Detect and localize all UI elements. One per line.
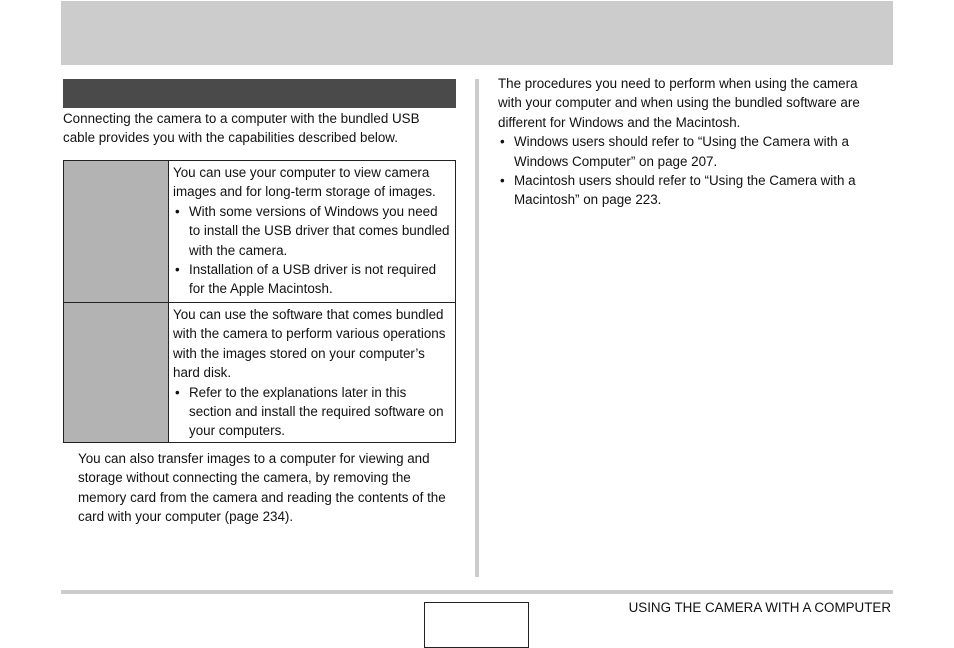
section-heading-bar	[63, 79, 456, 108]
list-item: • Installation of a USB driver is not required for the Apple Macintosh.	[173, 260, 451, 299]
row-label-cell	[64, 303, 169, 442]
row-bullet-list	[173, 383, 451, 441]
note-paragraph: You can also transfer images to a computer for viewing and storage without connecting the camera, by removing the memory card from the camera and reading the contents of the card with your computer (page 234).	[78, 451, 446, 525]
os-reference-list	[498, 132, 880, 210]
right-column	[498, 74, 880, 210]
footer-rule	[61, 590, 893, 594]
list-item: • With some versions of Windows you need to install the USB driver that comes bundled with the camera.	[173, 202, 451, 260]
row-label-cell	[64, 161, 169, 302]
procedures-paragraph: The procedures you need to perform when using the camera with your computer and when using the bundled software are different for Windows and the Macintosh.	[498, 76, 860, 130]
footer-chapter-title: USING THE CAMERA WITH A COMPUTER	[628, 600, 891, 615]
list-item: • Windows users should refer to “Using the Camera with a Windows Computer” on page 207.	[498, 132, 880, 171]
row-description-cell	[173, 305, 451, 441]
header-band	[61, 1, 893, 65]
list-item: • Macintosh users should refer to “Using the Camera with a Macintosh” on page 223.	[498, 171, 880, 210]
intro-paragraph: Connecting the camera to a computer with the bundled USB cable provides you with the capabilities described below.	[63, 111, 420, 146]
row-bullet-list	[173, 202, 451, 299]
row-description-cell	[173, 163, 451, 299]
list-item: • Refer to the explanations later in this section and install the required software on your computers.	[173, 383, 451, 441]
column-divider	[475, 79, 479, 577]
table-row	[64, 303, 455, 442]
row-description: You can use your computer to view camera images and for long-term storage of images.	[173, 165, 436, 200]
capabilities-table	[63, 160, 456, 443]
table-row	[64, 161, 455, 303]
row-description: You can use the software that comes bundled with the camera to perform various operations with the images stored on your computer’s hard disk.	[173, 307, 446, 381]
page-number-box	[424, 602, 529, 648]
